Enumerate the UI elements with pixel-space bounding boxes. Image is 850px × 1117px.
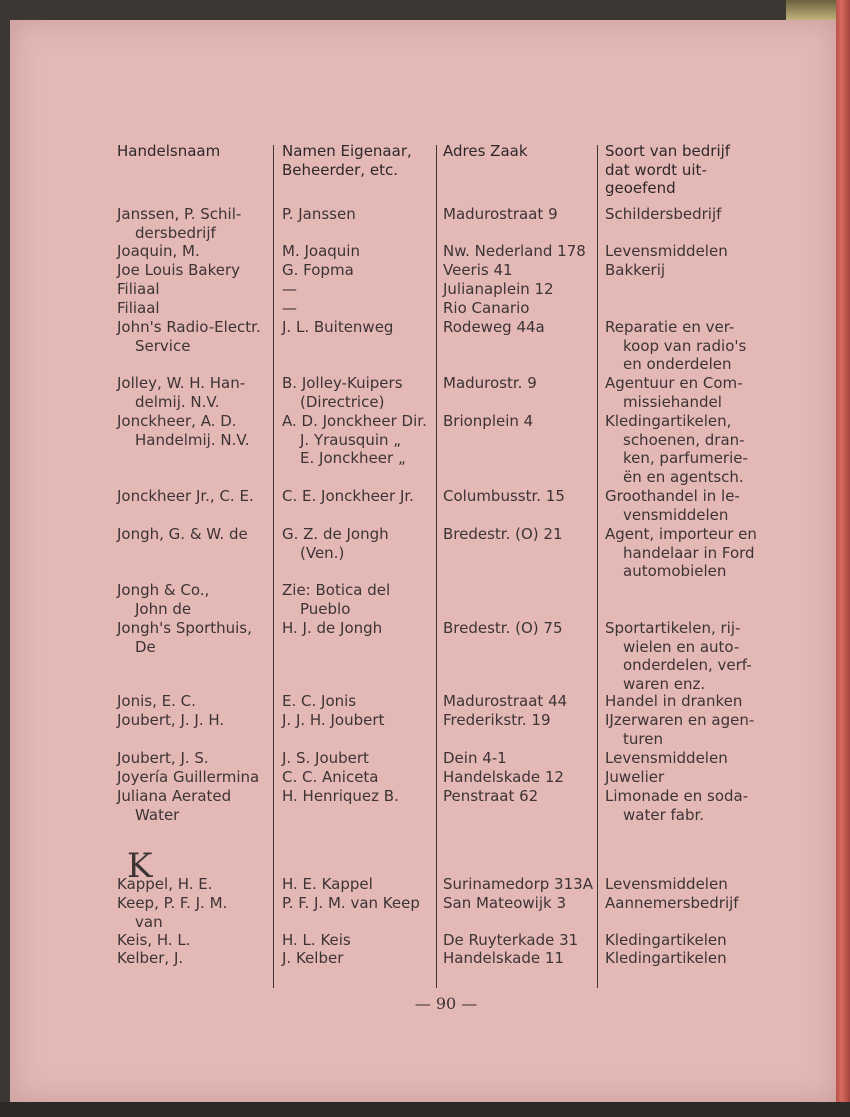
column-divider xyxy=(597,145,598,988)
cell-eigenaar xyxy=(282,894,420,913)
cell-soort-bedrijf-line: wielen en auto- xyxy=(623,637,740,656)
cell-adres xyxy=(443,949,564,968)
cell-handelsnaam-line: De xyxy=(135,637,156,656)
cell-adres xyxy=(443,525,563,544)
cell-adres xyxy=(443,299,529,318)
cell-soort-bedrijf-line: ën en agentsch. xyxy=(623,467,744,486)
cell-adres xyxy=(443,242,586,261)
cell-soort-bedrijf-line: IJzerwaren en agen- xyxy=(605,711,755,729)
cell-eigenaar xyxy=(282,875,373,894)
cell-soort-bedrijf-line: Groothandel in le- xyxy=(605,487,740,505)
cell-eigenaar-line: B. Jolley-Kuipers xyxy=(282,374,403,392)
cell-soort-bedrijf-line: Handel in dranken xyxy=(605,692,743,710)
cell-soort-bedrijf-line: Juwelier xyxy=(605,768,665,786)
cell-eigenaar xyxy=(282,749,369,768)
cell-handelsnaam-line: Joaquin, M. xyxy=(117,242,200,260)
cell-soort-bedrijf xyxy=(605,894,739,913)
section-letter: K xyxy=(127,846,153,886)
cell-soort-bedrijf-line: Kledingartikelen xyxy=(605,931,727,949)
cell-handelsnaam xyxy=(117,787,231,824)
cell-soort-bedrijf-line: Levensmiddelen xyxy=(605,875,728,893)
cell-handelsnaam xyxy=(117,261,240,280)
cell-adres-line: Handelskade 11 xyxy=(443,949,564,967)
cell-eigenaar xyxy=(282,261,354,280)
cell-soort-bedrijf-line: Sportartikelen, rij- xyxy=(605,619,741,637)
cell-handelsnaam-line: Keis, H. L. xyxy=(117,931,191,949)
cell-soort-bedrijf-line: waren enz. xyxy=(623,674,706,693)
cell-soort-bedrijf xyxy=(605,205,721,224)
cell-soort-bedrijf xyxy=(605,787,748,824)
cell-soort-bedrijf xyxy=(605,619,752,693)
cell-handelsnaam-line: Jongh, G. & W. de xyxy=(117,525,248,543)
cell-eigenaar xyxy=(282,581,390,618)
cell-soort-bedrijf-line: Levensmiddelen xyxy=(605,749,728,767)
cell-soort-bedrijf-line: koop van radio's xyxy=(623,336,747,355)
cell-eigenaar xyxy=(282,412,427,468)
cell-handelsnaam-line: Janssen, P. Schil- xyxy=(117,205,242,223)
cell-handelsnaam xyxy=(117,581,209,618)
cell-soort-bedrijf xyxy=(605,525,757,581)
cell-handelsnaam-line: Filiaal xyxy=(117,299,160,317)
cell-adres xyxy=(443,280,554,299)
cell-soort-bedrijf-line: Aannemersbedrijf xyxy=(605,894,739,912)
cell-eigenaar-line: J. J. H. Joubert xyxy=(282,711,385,729)
column-divider xyxy=(436,145,437,988)
cell-handelsnaam-line: Service xyxy=(135,336,191,355)
cell-soort-bedrijf xyxy=(605,412,748,486)
header-handelsnaam xyxy=(117,142,220,161)
cell-soort-bedrijf-line: Limonade en soda- xyxy=(605,787,749,805)
cell-eigenaar-line: E. Jonckheer „ xyxy=(300,449,406,468)
header-adres xyxy=(443,142,528,161)
cell-soort-bedrijf xyxy=(605,261,665,280)
cell-soort-bedrijf-line: Reparatie en ver- xyxy=(605,318,735,336)
document-page xyxy=(10,20,836,1102)
cell-eigenaar-line: P. F. J. M. van Keep xyxy=(282,894,420,912)
cell-eigenaar xyxy=(282,487,414,506)
header-soort-bedrijf-line: Soort van bedrijf xyxy=(605,142,731,160)
cell-soort-bedrijf xyxy=(605,318,746,374)
cell-handelsnaam-line: Jongh & Co., xyxy=(117,581,210,599)
cell-handelsnaam xyxy=(117,280,160,299)
cell-handelsnaam xyxy=(117,692,196,711)
cell-handelsnaam xyxy=(117,318,261,355)
book-spine xyxy=(836,0,850,1117)
cell-eigenaar-line: Zie: Botica del xyxy=(282,581,391,599)
cell-adres xyxy=(443,261,513,280)
cell-adres-line: Bredestr. (O) 75 xyxy=(443,619,563,637)
cell-adres-line: San Mateowijk 3 xyxy=(443,894,567,912)
cell-soort-bedrijf xyxy=(605,711,754,748)
cell-eigenaar-line: C. E. Jonckheer Jr. xyxy=(282,487,414,505)
cell-eigenaar-line: — xyxy=(282,299,297,317)
header-soort-bedrijf xyxy=(605,142,730,198)
cell-adres-line: Madurostraat 9 xyxy=(443,205,558,223)
cell-handelsnaam-line: Keep, P. F. J. M. xyxy=(117,894,228,912)
cell-soort-bedrijf-line: Agentuur en Com- xyxy=(605,374,743,392)
cell-eigenaar-line: — xyxy=(282,280,297,298)
cell-eigenaar-line: G. Fopma xyxy=(282,261,354,279)
cell-adres-line: De Ruyterkade 31 xyxy=(443,931,579,949)
cell-eigenaar xyxy=(282,768,379,787)
cell-eigenaar xyxy=(282,692,356,711)
cell-adres-line: Frederikstr. 19 xyxy=(443,711,551,729)
cell-eigenaar-line: A. D. Jonckheer Dir. xyxy=(282,412,427,430)
cell-adres-line: Brionplein 4 xyxy=(443,412,534,430)
cell-handelsnaam-line: Filiaal xyxy=(117,280,160,298)
cell-handelsnaam xyxy=(117,299,160,318)
cell-soort-bedrijf xyxy=(605,768,664,787)
cell-soort-bedrijf-line: Schildersbedrijf xyxy=(605,205,722,223)
cell-adres xyxy=(443,875,593,894)
cell-eigenaar xyxy=(282,318,393,337)
cell-eigenaar-line: P. Janssen xyxy=(282,205,356,223)
cell-soort-bedrijf-line: Kledingartikelen, xyxy=(605,412,732,430)
cell-eigenaar-line: G. Z. de Jongh xyxy=(282,525,389,543)
cell-handelsnaam xyxy=(117,768,259,787)
cell-adres xyxy=(443,931,578,950)
cell-adres-line: Nw. Nederland 178 xyxy=(443,242,586,260)
cell-eigenaar-line: J. Yrausquin „ xyxy=(300,430,402,449)
cell-soort-bedrijf-line: Bakkerij xyxy=(605,261,666,279)
cell-eigenaar xyxy=(282,525,389,562)
cell-adres xyxy=(443,412,533,431)
cell-eigenaar-line: H. E. Kappel xyxy=(282,875,373,893)
cell-adres xyxy=(443,787,538,806)
cell-handelsnaam xyxy=(117,711,224,730)
cell-handelsnaam-line: Joubert, J. S. xyxy=(117,749,209,767)
cell-handelsnaam xyxy=(117,242,200,261)
cell-adres xyxy=(443,205,558,224)
cell-adres-line: Rodeweg 44a xyxy=(443,318,545,336)
cell-handelsnaam xyxy=(117,374,245,411)
cell-handelsnaam-line: delmij. N.V. xyxy=(135,392,220,411)
cell-adres-line: Julianaplein 12 xyxy=(443,280,554,298)
cell-handelsnaam-line: dersbedrijf xyxy=(135,223,216,242)
cell-soort-bedrijf xyxy=(605,374,743,411)
cell-soort-bedrijf-line: handelaar in Ford xyxy=(623,543,755,562)
cell-soort-bedrijf xyxy=(605,242,728,261)
cell-handelsnaam-line: Water xyxy=(135,805,180,824)
cell-eigenaar-line: J. Kelber xyxy=(282,949,344,967)
cell-eigenaar xyxy=(282,242,360,261)
cell-adres-line: Handelskade 12 xyxy=(443,768,564,786)
cell-eigenaar-line: J. S. Joubert xyxy=(282,749,369,767)
cell-handelsnaam-line: Jonis, E. C. xyxy=(117,692,196,710)
cell-adres-line: Rio Canario xyxy=(443,299,530,317)
cell-adres xyxy=(443,487,565,506)
header-soort-bedrijf-line: geoefend xyxy=(605,179,676,198)
cell-eigenaar-line: Pueblo xyxy=(300,599,351,618)
cell-adres xyxy=(443,619,563,638)
cell-eigenaar xyxy=(282,374,403,411)
cell-soort-bedrijf-line: water fabr. xyxy=(623,805,705,824)
cell-handelsnaam xyxy=(117,487,254,506)
cell-eigenaar-line: (Directrice) xyxy=(300,392,385,411)
cell-handelsnaam-line: Jonckheer, A. D. xyxy=(117,412,237,430)
header-eigenaar-line: Beheerder, etc. xyxy=(282,160,398,179)
cell-adres-line: Madurostr. 9 xyxy=(443,374,537,392)
cell-adres-line: Surinamedorp 313A xyxy=(443,875,593,893)
cell-eigenaar-line: H. J. de Jongh xyxy=(282,619,383,637)
cell-handelsnaam-line: John's Radio-Electr. xyxy=(117,318,261,336)
cell-handelsnaam-line: Juliana Aerated xyxy=(117,787,232,805)
cell-soort-bedrijf xyxy=(605,875,728,894)
column-divider xyxy=(273,145,274,988)
book-bottom-edge xyxy=(0,1102,850,1117)
cell-adres xyxy=(443,711,550,730)
cell-eigenaar xyxy=(282,299,297,318)
cell-eigenaar-line: M. Joaquin xyxy=(282,242,360,260)
cell-adres xyxy=(443,374,537,393)
cell-soort-bedrijf xyxy=(605,749,728,768)
cell-eigenaar-line: H. L. Keis xyxy=(282,931,351,949)
cell-handelsnaam-line: van xyxy=(135,912,163,931)
cell-eigenaar-line: C. C. Aniceta xyxy=(282,768,379,786)
cell-handelsnaam-line: Kelber, J. xyxy=(117,949,184,967)
cell-adres xyxy=(443,318,545,337)
cell-handelsnaam-line: John de xyxy=(135,599,192,618)
header-handelsnaam-line: Handelsnaam xyxy=(117,142,221,160)
cell-soort-bedrijf-line: automobielen xyxy=(623,562,727,581)
cell-soort-bedrijf-line: vensmiddelen xyxy=(623,505,729,524)
cell-handelsnaam-line: Jongh's Sporthuis, xyxy=(117,619,252,637)
cell-soort-bedrijf-line: Agent, importeur en xyxy=(605,525,757,543)
cell-handelsnaam-line: Kappel, H. E. xyxy=(117,875,213,893)
cell-handelsnaam xyxy=(117,931,191,950)
cell-handelsnaam xyxy=(117,525,248,544)
cell-adres xyxy=(443,768,564,787)
cell-handelsnaam-line: Jolley, W. H. Han- xyxy=(117,374,246,392)
cell-handelsnaam xyxy=(117,749,209,768)
cell-adres-line: Bredestr. (O) 21 xyxy=(443,525,563,543)
cell-adres xyxy=(443,749,507,768)
page-number: — 90 — xyxy=(414,994,478,1013)
cell-soort-bedrijf xyxy=(605,949,727,968)
cell-adres-line: Veeris 41 xyxy=(443,261,513,279)
cell-eigenaar xyxy=(282,619,382,638)
cell-soort-bedrijf-line: onderdelen, verf- xyxy=(623,656,752,675)
cell-adres xyxy=(443,894,566,913)
cell-handelsnaam xyxy=(117,619,252,656)
cell-eigenaar xyxy=(282,280,297,299)
cell-eigenaar xyxy=(282,787,399,806)
cell-adres-line: Penstraat 62 xyxy=(443,787,539,805)
cell-soort-bedrijf-line: Kledingartikelen xyxy=(605,949,727,967)
cell-eigenaar xyxy=(282,949,343,968)
cell-adres-line: Madurostraat 44 xyxy=(443,692,568,710)
cell-handelsnaam xyxy=(117,949,183,968)
cell-adres-line: Dein 4-1 xyxy=(443,749,507,767)
cell-eigenaar xyxy=(282,205,356,224)
cell-handelsnaam-line: Joe Louis Bakery xyxy=(117,261,241,279)
cell-eigenaar xyxy=(282,931,351,950)
cell-soort-bedrijf xyxy=(605,931,727,950)
cell-eigenaar-line: E. C. Jonis xyxy=(282,692,357,710)
cell-eigenaar xyxy=(282,711,384,730)
header-adres-line: Adres Zaak xyxy=(443,142,528,160)
cell-soort-bedrijf-line: en onderdelen xyxy=(623,355,732,374)
cell-handelsnaam-line: Joubert, J. J. H. xyxy=(117,711,225,729)
cell-handelsnaam xyxy=(117,412,249,449)
cell-eigenaar-line: J. L. Buitenweg xyxy=(282,318,394,336)
cell-eigenaar-line: (Ven.) xyxy=(300,543,345,562)
cell-soort-bedrijf xyxy=(605,692,742,711)
header-eigenaar-line: Namen Eigenaar, xyxy=(282,142,412,160)
cell-soort-bedrijf-line: Levensmiddelen xyxy=(605,242,728,260)
cell-soort-bedrijf-line: turen xyxy=(623,729,663,748)
cell-soort-bedrijf xyxy=(605,487,740,524)
cell-soort-bedrijf-line: ken, parfumerie- xyxy=(623,449,748,468)
cell-soort-bedrijf-line: missiehandel xyxy=(623,392,722,411)
cell-handelsnaam-line: Joyería Guillermina xyxy=(117,768,260,786)
cell-handelsnaam-line: Jonckheer Jr., C. E. xyxy=(117,487,254,505)
header-soort-bedrijf-line: dat wordt uit- xyxy=(605,160,707,179)
cell-soort-bedrijf-line: schoenen, dran- xyxy=(623,430,745,449)
cell-adres-line: Columbusstr. 15 xyxy=(443,487,565,505)
cell-handelsnaam-line: Handelmij. N.V. xyxy=(135,430,250,449)
cell-handelsnaam xyxy=(117,205,241,242)
header-eigenaar xyxy=(282,142,412,179)
cell-handelsnaam xyxy=(117,894,227,931)
cell-eigenaar-line: H. Henriquez B. xyxy=(282,787,399,805)
cell-adres xyxy=(443,692,567,711)
